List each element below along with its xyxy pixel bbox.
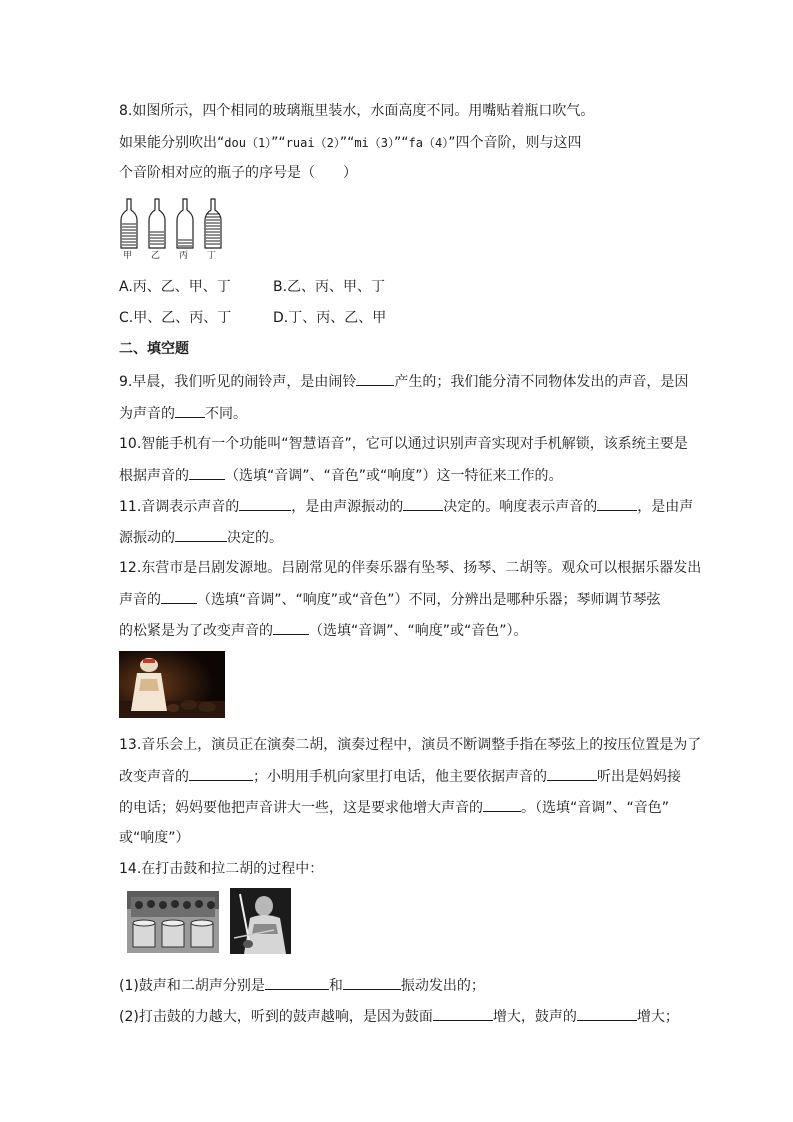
q12-blank-1	[161, 589, 197, 604]
q8-note-1: dou（1）	[224, 136, 272, 150]
q9-text: 不同。	[205, 406, 247, 422]
q8-option-d: D.丁、丙、乙、甲	[273, 310, 387, 326]
q12-text: 的松紧是为了改变声音的	[119, 623, 273, 639]
q14-text: (1)鼓声和二胡声分别是	[119, 978, 265, 994]
q11-text: ，是由声源振动的	[291, 499, 404, 515]
q9-text: 为声音的	[119, 406, 175, 422]
q11-blank-3	[597, 496, 637, 511]
q8-sep: ”“	[271, 135, 286, 151]
bottle-label-yi: 乙	[151, 251, 161, 261]
q10-blank-1	[189, 465, 225, 480]
q14-blank-1	[265, 975, 329, 990]
bottle-bing	[177, 199, 193, 248]
q14-line-3	[119, 1006, 679, 1027]
q8-option-b: B.乙、丙、甲、丁	[273, 279, 386, 295]
q13-blank-3	[483, 797, 521, 812]
q11-blank-2	[403, 496, 443, 511]
q11-blank-1	[239, 496, 291, 511]
erhu-photo-image	[230, 888, 291, 954]
section-title: 二、填空题	[119, 341, 189, 357]
q11-blank-4	[175, 527, 227, 542]
q8-line-2	[119, 133, 581, 153]
q10-text: （选填“音调”、“音色”或“响度”）这一特征来工作的。	[225, 468, 563, 484]
bottle-label-ding: 丁	[207, 251, 217, 261]
drum-photo-image	[127, 891, 219, 953]
q9-text: 产生的；我们能分清不同物体发出的声音，是因	[394, 374, 689, 390]
q13-line-1: 13.音乐会上，演员正在演奏二胡，演奏过程中，演员不断调整手指在琴弦上的按压位置是为了	[119, 737, 702, 753]
opera-photo	[119, 651, 225, 718]
q11-line-2	[119, 527, 283, 548]
q9-blank-2	[175, 403, 205, 418]
drum-photo	[127, 891, 219, 953]
q13-text: 。（选填“音调”、“音色”	[521, 800, 670, 816]
q14-line-1: 14.在打击鼓和拉二胡的过程中：	[119, 861, 324, 877]
q12-line-3	[119, 620, 528, 641]
q14-text: 增大，鼓声的	[492, 1009, 577, 1025]
q11-text: 源振动的	[119, 530, 175, 546]
q11-text: 11.音调表示声音的	[119, 499, 240, 515]
q13-blank-1	[189, 766, 253, 781]
q14-line-2	[119, 975, 485, 996]
q8-text: ”四个音阶，则与这四	[448, 135, 582, 151]
q8-note-4: fa（4）	[408, 136, 449, 150]
q12-text: （选填“音调”、“响度”或“音色”）不同，分辨出是哪种乐器；琴师调节琴弦	[197, 592, 661, 608]
q8-sep: ”“	[394, 135, 409, 151]
q8-note-3: mi（3）	[354, 136, 395, 150]
q14-blank-3	[433, 1006, 493, 1021]
q13-text: 改变声音的	[119, 769, 189, 785]
q14-text: 振动发出的；	[400, 978, 485, 994]
q10-line-2	[119, 465, 563, 486]
bottle-jia	[121, 199, 137, 248]
q11-line-1	[119, 496, 693, 517]
erhu-photo	[230, 888, 291, 954]
q14-blank-4	[577, 1006, 637, 1021]
bottle-label-bing: 丙	[179, 251, 189, 261]
q13-text: 的电话；妈妈要他把声音讲大一些，这是要求他增大声音的	[119, 800, 483, 816]
q13-line-3	[119, 797, 669, 818]
bottles-figure	[119, 196, 229, 264]
q11-text: 决定的。	[227, 530, 283, 546]
q14-blank-2	[343, 975, 401, 990]
q14-text: 和	[328, 978, 343, 994]
q8-sep: ”“	[339, 135, 355, 151]
q8-option-a: A.丙、乙、甲、丁	[119, 279, 231, 295]
q10-line-1: 10.智能手机有一个功能叫“智慧语音”，它可以通过识别声音实现对手机解锁，该系统主要是	[119, 436, 688, 452]
q11-text: ，是由声	[637, 499, 694, 515]
q11-text: 决定的。响度表示声音的	[443, 499, 598, 515]
bottle-label-jia: 甲	[123, 251, 133, 261]
q8-note-2: ruai（2）	[285, 136, 340, 150]
q14-text: 增大；	[636, 1009, 679, 1025]
q9-blank-1	[356, 371, 394, 386]
q8-option-c: C.甲、乙、丙、丁	[119, 310, 232, 326]
q9-line-2	[119, 403, 247, 424]
q10-text: 根据声音的	[119, 468, 189, 484]
q8-text: 如果能分别吹出“	[119, 135, 225, 151]
bottle-yi	[149, 199, 165, 248]
q14-text: (2)打击鼓的力越大，听到的鼓声越响，是因为鼓面	[119, 1009, 433, 1025]
q13-line-2	[119, 766, 681, 787]
q12-line-2	[119, 589, 661, 610]
q9-line-1	[119, 371, 688, 392]
q12-text: 声音的	[119, 592, 161, 608]
q8-line-3: 个音阶相对应的瓶子的序号是（ ）	[119, 165, 357, 181]
bottles-drawing	[119, 196, 229, 250]
q12-line-1: 12.东营市是吕剧发源地。吕剧常见的伴奏乐器有坠琴、扬琴、二胡等。观众可以根据乐器发出	[119, 560, 702, 576]
q13-line-4: 或“响度”）	[119, 830, 190, 846]
bottle-ding	[205, 199, 221, 248]
q13-text: ；小明用手机向家里打电话，他主要依据声音的	[253, 769, 547, 785]
q13-blank-2	[547, 766, 597, 781]
q8-line-1: 8.如图所示，四个相同的玻璃瓶里装水，水面高度不同。用嘴贴着瓶口吹气。	[119, 103, 595, 119]
opera-photo-image	[119, 651, 225, 718]
q12-text: （选填“音调”、“响度”或“音色”）。	[309, 623, 528, 639]
q13-text: 听出是妈妈接	[597, 769, 681, 785]
q12-blank-2	[273, 620, 309, 635]
q9-text: 9.早晨，我们听见的闹铃声，是由闹铃	[119, 374, 357, 390]
